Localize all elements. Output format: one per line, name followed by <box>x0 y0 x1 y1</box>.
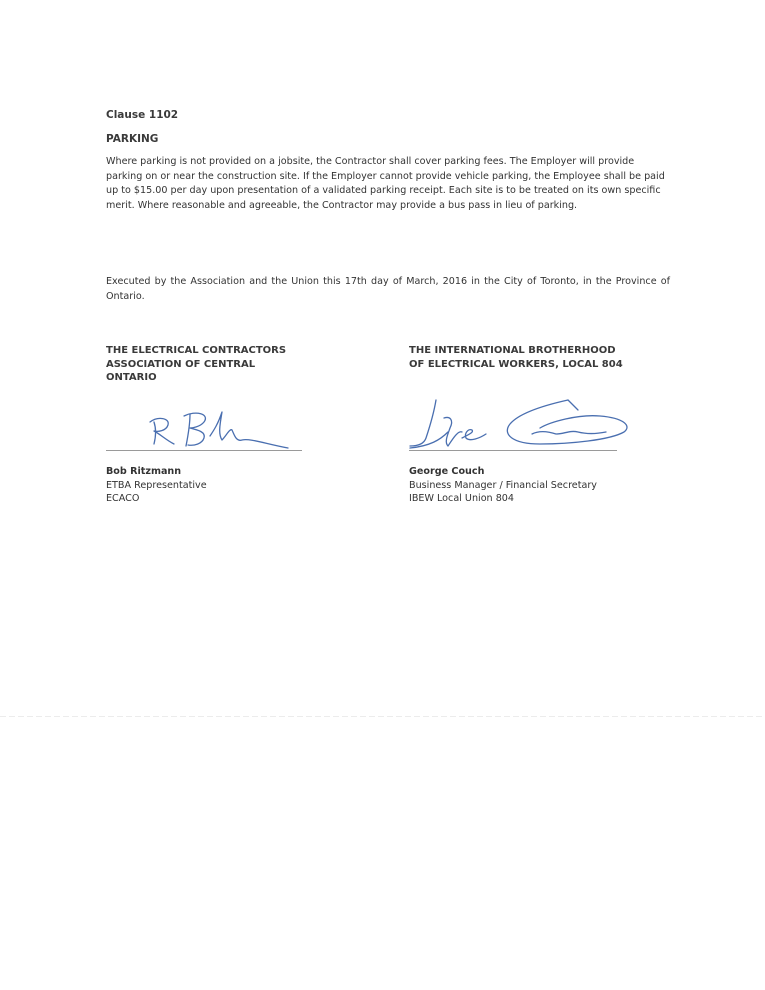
signature-line-left <box>106 450 302 451</box>
party-left-heading <box>106 344 326 385</box>
signer-left-title: ETBA Representative <box>106 479 207 491</box>
signer-right-name: George Couch <box>409 466 485 477</box>
page-divider <box>0 716 765 717</box>
clause-title: PARKING <box>106 133 159 145</box>
clause-number: Clause 1102 <box>106 109 179 121</box>
signature-line-right <box>409 450 617 451</box>
signature-right <box>400 390 635 452</box>
party-left-line: ASSOCIATION OF CENTRAL <box>106 358 256 370</box>
execution-statement: Executed by the Association and the Union this 17th day of March, 2016 in the City of Toronto, in the Province of Ontario. <box>106 276 670 302</box>
signer-left <box>106 465 207 506</box>
signer-left-org: ECACO <box>106 493 140 504</box>
signature-left <box>106 400 306 452</box>
signer-left-name: Bob Ritzmann <box>106 466 182 477</box>
clause-body: Where parking is not provided on a jobsite, the Contractor shall cover parking fees. The Employer will provide parking on or near the construction site. If the Employer cannot provide vehicle parking, the Employee shall be paid up to $15.00 per day upon presentation of a validated parking receipt. Each site is to be treated on its own specific merit. Where reasonable and agreeable, the Contractor may provide a bus pass in lieu of parking. <box>106 156 665 211</box>
signature-right-graphic <box>400 390 635 452</box>
signer-right-org: IBEW Local Union 804 <box>409 493 515 504</box>
signature-left-graphic <box>106 400 306 452</box>
party-left-line: THE ELECTRICAL CONTRACTORS <box>106 345 287 356</box>
party-left-line: ONTARIO <box>106 372 157 383</box>
party-right-line: THE INTERNATIONAL BROTHERHOOD <box>409 345 616 356</box>
party-right-line: OF ELECTRICAL WORKERS, LOCAL 804 <box>409 358 623 370</box>
signer-right-title: Business Manager / Financial Secretary <box>409 479 597 491</box>
signer-right <box>409 465 597 506</box>
party-right-heading <box>409 344 649 371</box>
